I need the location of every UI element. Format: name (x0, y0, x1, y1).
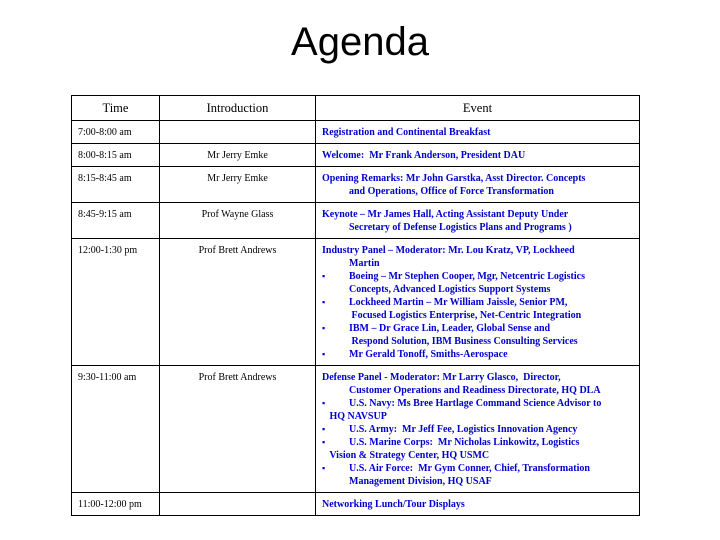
table-row (72, 144, 640, 167)
time-cell: 8:15-8:45 am (72, 167, 160, 203)
event-line: Focused Logistics Enterprise, Net-Centric Integration (349, 310, 582, 321)
event-bullet-line: ▪ IBM – Dr Grace Lin, Leader, Global Sense and (322, 322, 633, 335)
event-cell (316, 239, 640, 366)
event-bullet-line: ▪ Lockheed Martin – Mr William Jaissle, Senior PM, (322, 296, 633, 309)
table-row (72, 203, 640, 239)
event-line: and Operations, Office of Force Transformation (349, 186, 554, 197)
event-bullet-line: ▪ U.S. Marine Corps: Mr Nicholas Linkowitz, Logistics (322, 436, 633, 449)
event-line: Industry Panel – Moderator: Mr. Lou Kratz, VP, Lockheed (322, 245, 575, 256)
event-cell (316, 121, 640, 144)
table-row (72, 167, 640, 203)
event-line: Respond Solution, IBM Business Consulting Services (349, 336, 578, 347)
agenda-body (72, 121, 640, 516)
introduction-cell: Prof Brett Andrews (160, 239, 316, 366)
event-line: Management Division, HQ USAF (349, 476, 492, 487)
event-bullet-line: ▪ Boeing – Mr Stephen Cooper, Mgr, Netcentric Logistics (322, 270, 633, 283)
introduction-cell (160, 121, 316, 144)
header-introduction: Introduction (160, 96, 316, 121)
event-line: HQ NAVSUP (322, 411, 387, 422)
header-event: Event (316, 96, 640, 121)
introduction-cell: Mr Jerry Emke (160, 144, 316, 167)
table-row (72, 121, 640, 144)
agenda-table (71, 95, 640, 516)
introduction-cell: Mr Jerry Emke (160, 167, 316, 203)
table-row (72, 239, 640, 366)
event-bullet-line: ▪ U.S. Air Force: Mr Gym Conner, Chief, Transformation (322, 462, 633, 475)
time-cell: 9:30-11:00 am (72, 366, 160, 493)
time-cell: 11:00-12:00 pm (72, 493, 160, 516)
event-cell (316, 203, 640, 239)
event-line: Networking Lunch/Tour Displays (322, 499, 465, 510)
event-line: Opening Remarks: Mr John Garstka, Asst Director. Concepts (322, 173, 586, 184)
event-line: Welcome: Mr Frank Anderson, President DAU (322, 150, 526, 161)
event-cell (316, 144, 640, 167)
event-cell (316, 366, 640, 493)
time-cell: 7:00-8:00 am (72, 121, 160, 144)
event-line: Registration and Continental Breakfast (322, 127, 491, 138)
table-row (72, 493, 640, 516)
event-line: Customer Operations and Readiness Directorate, HQ DLA (349, 385, 601, 396)
event-line: Vision & Strategy Center, HQ USMC (322, 450, 490, 461)
header-time: Time (72, 96, 160, 121)
introduction-cell (160, 493, 316, 516)
event-line: Secretary of Defense Logistics Plans and Programs ) (349, 222, 572, 233)
introduction-cell: Prof Wayne Glass (160, 203, 316, 239)
time-cell: 8:00-8:15 am (72, 144, 160, 167)
table-row (72, 366, 640, 493)
event-bullet-line: ▪ U.S. Navy: Ms Bree Hartlage Command Science Advisor to (322, 397, 633, 410)
introduction-cell: Prof Brett Andrews (160, 366, 316, 493)
event-bullet-line: ▪ Mr Gerald Tonoff, Smiths-Aerospace (322, 348, 633, 361)
event-cell (316, 493, 640, 516)
page-title: Agenda (291, 20, 429, 64)
time-cell: 8:45-9:15 am (72, 203, 160, 239)
time-cell: 12:00-1:30 pm (72, 239, 160, 366)
event-cell (316, 167, 640, 203)
event-line: Martin (349, 258, 380, 269)
event-line: Keynote – Mr James Hall, Acting Assistant Deputy Under (322, 209, 569, 220)
event-line: Concepts, Advanced Logistics Support Systems (349, 284, 551, 295)
header-row (72, 96, 640, 121)
event-bullet-line: ▪ U.S. Army: Mr Jeff Fee, Logistics Innovation Agency (322, 423, 633, 436)
event-line: Defense Panel - Moderator: Mr Larry Glasco, Director, (322, 372, 561, 383)
